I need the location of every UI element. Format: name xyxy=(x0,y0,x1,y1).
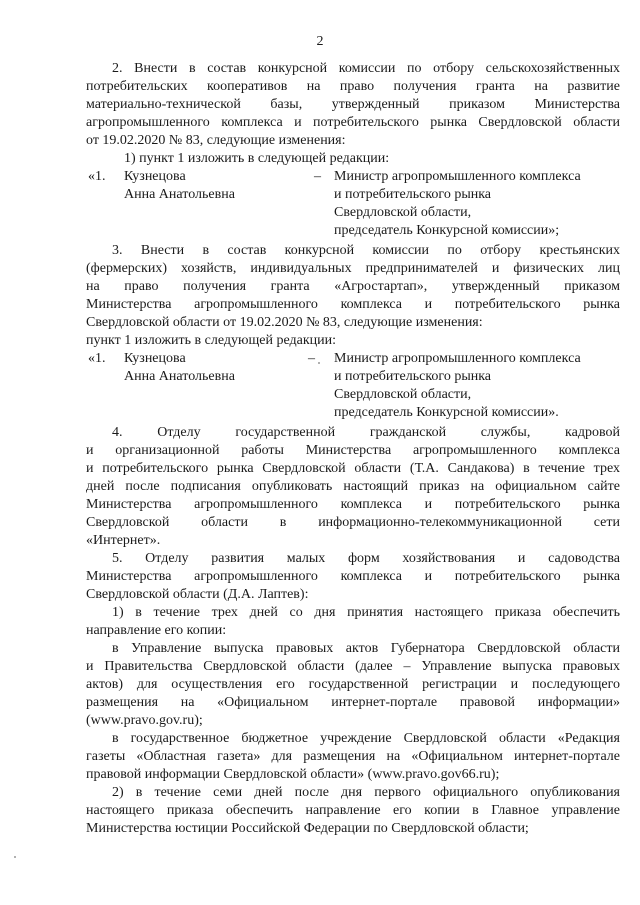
item-number: «1. xyxy=(88,351,106,366)
text-line: пункт 1 изложить в следующей редакции: xyxy=(86,333,336,348)
text-line: 4. Отделу государственной гражданской службы, кадровой xyxy=(112,425,620,440)
member-surname: Кузнецова xyxy=(124,169,186,184)
text-line: и потребительского рынка Свердловской области (Т.А. Сандакова) в течение трех xyxy=(86,461,620,476)
text-line: 3. Внести в состав конкурсной комиссии по отбору крестьянских xyxy=(112,243,620,258)
member-position-line: и потребительского рынка xyxy=(334,369,492,384)
member-name: Анна Анатольевна xyxy=(124,187,235,202)
text-line: материально-технической базы, утвержденный приказом Министерства xyxy=(86,97,620,112)
text-line: направление его копии: xyxy=(86,623,227,638)
text-line: Министерства юстиции Российской Федерации по Свердловской области; xyxy=(86,821,529,836)
text-line: в государственное бюджетное учреждение Свердловской области «Редакция xyxy=(112,731,620,746)
text-line: на право получения гранта «Агростартап», утвержденный приказом xyxy=(86,279,620,294)
scan-speck xyxy=(318,362,320,364)
member-position-line: председатель Конкурсной комиссии»; xyxy=(334,223,560,238)
text-line: правовой информации Свердловской области» (www.pravo.gov66.ru); xyxy=(86,767,500,782)
text-line: Министерства агропромышленного комплекса и потребительского рынка xyxy=(86,297,620,312)
member-position-line: Министр агропромышленного комплекса xyxy=(334,351,581,366)
member-position-line: Свердловской области, xyxy=(334,387,472,402)
text-line: размещения на «Официальном интернет-портале правовой информации» xyxy=(86,695,620,710)
text-line: дней после подписания опубликовать настоящий приказ на официальном сайте xyxy=(86,479,620,494)
text-line: Министерства агропромышленного комплекса и потребительского рынка xyxy=(86,569,620,584)
text-line: и Правительства Свердловской области (далее – Управление выпуска правовых xyxy=(86,659,620,674)
text-line: агропромышленного комплекса и потребительского рынка Свердловской области xyxy=(86,115,620,130)
text-line: в Управление выпуска правовых актов Губернатора Свердловской области xyxy=(112,641,620,656)
text-line: (фермерских) хозяйств, индивидуальных предпринимателей и физических лиц xyxy=(86,261,620,276)
member-position-line: Свердловской области, xyxy=(334,205,472,220)
text-line: 2) в течение семи дней после дня первого официального опубликования xyxy=(112,785,620,800)
text-line: 1) пункт 1 изложить в следующей редакции: xyxy=(124,151,390,166)
dash: – xyxy=(308,351,315,366)
text-line: Свердловской области от 19.02.2020 № 83, следующие изменения: xyxy=(86,315,483,330)
text-line: «Интернет». xyxy=(86,533,161,548)
text-line: и организационной работы Министерства агропромышленного комплекса xyxy=(86,443,620,458)
text-line: (www.pravo.gov.ru); xyxy=(86,713,203,728)
text-line: Свердловской области (Д.А. Лаптев): xyxy=(86,587,309,602)
text-line: актов) для осуществления его государственной регистрации и последующего xyxy=(86,677,620,692)
text-line: 5. Отделу развития малых форм хозяйствования и садоводства xyxy=(112,551,620,566)
member-position-line: и потребительского рынка xyxy=(334,187,492,202)
text-line: 1) в течение трех дней со дня принятия настоящего приказа обеспечить xyxy=(112,605,620,620)
member-name: Анна Анатольевна xyxy=(124,369,235,384)
text-line: газеты «Областная газета» для размещения на «Официальном интернет-портале xyxy=(86,749,620,764)
text-line: 2. Внести в состав конкурсной комиссии по отбору сельскохозяйственных xyxy=(112,61,620,76)
page-number: 2 xyxy=(316,34,324,49)
dash: – xyxy=(314,169,321,184)
item-number: «1. xyxy=(88,169,106,184)
member-position-line: председатель Конкурсной комиссии». xyxy=(334,405,559,420)
scan-speck xyxy=(14,856,16,858)
member-position-line: Министр агропромышленного комплекса xyxy=(334,169,581,184)
text-line: Министерства агропромышленного комплекса и потребительского рынка xyxy=(86,497,620,512)
text-line: потребительских кооперативов на право получения гранта на развитие xyxy=(86,79,620,94)
member-surname: Кузнецова xyxy=(124,351,186,366)
text-line: от 19.02.2020 № 83, следующие изменения: xyxy=(86,133,346,148)
text-line: Свердловской области в информационно-телекоммуникационной сети xyxy=(86,515,620,530)
text-line: настоящего приказа обеспечить направление его копии в Главное управление xyxy=(86,803,620,818)
